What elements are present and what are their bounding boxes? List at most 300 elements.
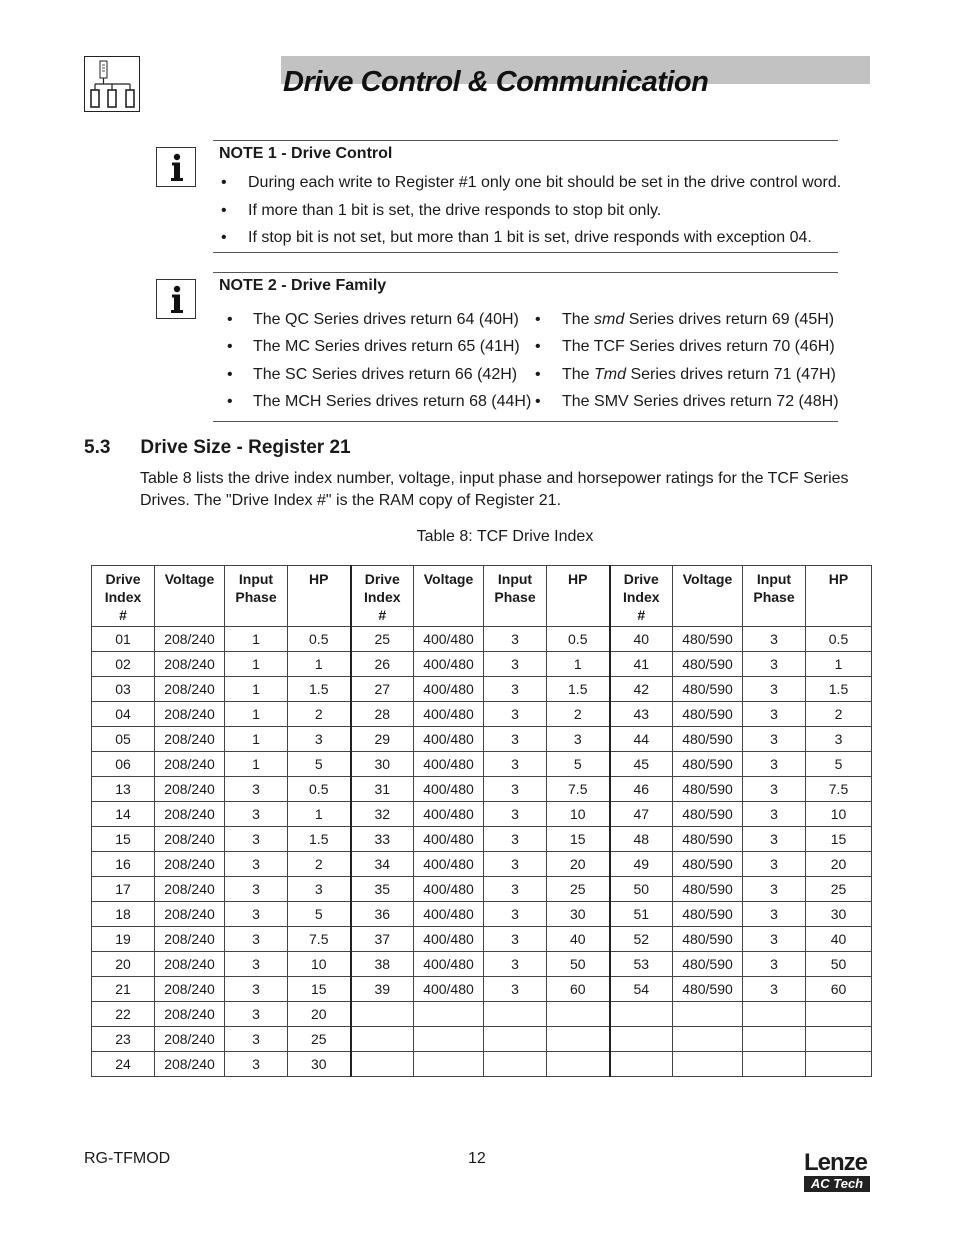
table-cell: 27 [351, 677, 414, 702]
table-cell: 16 [92, 852, 155, 877]
table-cell: 20 [288, 1002, 351, 1027]
footer-doc-id: RG-TFMOD [84, 1150, 171, 1167]
column-header [351, 566, 414, 627]
note2-title: NOTE 2 - Drive Family [219, 277, 387, 294]
table-cell: 36 [351, 902, 414, 927]
table-cell: 5 [547, 752, 610, 777]
table-row [92, 752, 872, 777]
table-cell: 480/590 [673, 652, 743, 677]
table-cell: 39 [351, 977, 414, 1002]
logo-main-text: Lenze [804, 1149, 868, 1176]
table-cell: 15 [92, 827, 155, 852]
section-number: 5.3 [84, 437, 111, 458]
table-cell: 208/240 [155, 677, 225, 702]
table-cell: 400/480 [414, 702, 484, 727]
table-cell: 3 [743, 977, 806, 1002]
table-cell: 29 [351, 727, 414, 752]
table-cell: 3 [484, 852, 547, 877]
table-cell: 44 [610, 727, 673, 752]
column-header-line: Index [622, 589, 660, 605]
table-cell: 20 [92, 952, 155, 977]
table-row [92, 977, 872, 1002]
bullet: • [535, 311, 541, 328]
table-cell: 1.5 [547, 677, 610, 702]
table-cell: 2 [288, 702, 351, 727]
table-cell [351, 1052, 414, 1077]
table-cell: 400/480 [414, 852, 484, 877]
table-cell: 400/480 [414, 652, 484, 677]
table-row [92, 852, 872, 877]
table-cell: 2 [288, 852, 351, 877]
table-cell: 30 [547, 902, 610, 927]
table-cell: 3 [743, 677, 806, 702]
table-cell [414, 1002, 484, 1027]
bullet: • [221, 174, 227, 191]
table-cell: 40 [610, 627, 673, 652]
table-cell: 33 [351, 827, 414, 852]
column-header-line: Phase [235, 589, 277, 605]
table-cell: 3 [225, 877, 288, 902]
table-cell: 45 [610, 752, 673, 777]
table-cell: 3 [484, 702, 547, 727]
table-cell [547, 1052, 610, 1077]
column-header-line: HP [309, 571, 329, 587]
table-cell: 15 [547, 827, 610, 852]
column-header [673, 566, 743, 627]
table-cell: 208/240 [155, 727, 225, 752]
table-cell: 3 [743, 877, 806, 902]
table-cell: 0.5 [288, 777, 351, 802]
table-row [92, 652, 872, 677]
drive-family-item: The Tmd Series drives return 71 (47H) [562, 366, 836, 383]
note1-bottom-rule [213, 252, 838, 253]
table-cell: 10 [806, 802, 872, 827]
table-cell: 3 [225, 827, 288, 852]
table-row [92, 1027, 872, 1052]
table-cell [351, 1002, 414, 1027]
table-cell: 20 [547, 852, 610, 877]
bullet: • [535, 393, 541, 410]
table-cell [743, 1002, 806, 1027]
table-row [92, 927, 872, 952]
drive-family-item: The MC Series drives return 65 (41H) [253, 338, 520, 355]
table-cell: 51 [610, 902, 673, 927]
table-cell: 208/240 [155, 977, 225, 1002]
bullet: • [221, 229, 227, 246]
table-cell: 30 [351, 752, 414, 777]
table-cell: 1 [547, 652, 610, 677]
table-cell: 3 [225, 1002, 288, 1027]
table-cell: 7.5 [806, 777, 872, 802]
table-cell: 1.5 [288, 677, 351, 702]
table-cell: 31 [351, 777, 414, 802]
table-cell: 1 [225, 727, 288, 752]
table-row [92, 877, 872, 902]
section-heading [84, 437, 351, 459]
column-header [484, 566, 547, 627]
table-cell: 06 [92, 752, 155, 777]
table-cell: 3 [743, 827, 806, 852]
table-cell: 3 [288, 877, 351, 902]
table-cell [547, 1002, 610, 1027]
table-cell: 3 [484, 902, 547, 927]
table-cell [806, 1052, 872, 1077]
column-header [155, 566, 225, 627]
table-cell: 32 [351, 802, 414, 827]
table-cell [547, 1027, 610, 1052]
column-header-line: Voltage [682, 571, 733, 587]
page-title: Drive Control & Communication [283, 66, 709, 98]
table-cell [484, 1052, 547, 1077]
table-cell: 14 [92, 802, 155, 827]
table-cell: 3 [743, 727, 806, 752]
table-cell: 3 [806, 727, 872, 752]
table-cell: 400/480 [414, 952, 484, 977]
table-cell: 25 [547, 877, 610, 902]
table-cell: 480/590 [673, 752, 743, 777]
bullet: • [227, 338, 233, 355]
table-cell: 3 [225, 952, 288, 977]
table-cell [673, 1002, 743, 1027]
table-cell: 400/480 [414, 677, 484, 702]
table-cell: 480/590 [673, 927, 743, 952]
table-cell: 3 [225, 977, 288, 1002]
table-cell: 3 [225, 1052, 288, 1077]
table-cell: 60 [547, 977, 610, 1002]
table-cell: 30 [806, 902, 872, 927]
table-cell [743, 1052, 806, 1077]
table-cell: 48 [610, 827, 673, 852]
drive-family-item: The MCH Series drives return 68 (44H) [253, 393, 532, 410]
column-header [288, 566, 351, 627]
table-cell: 1 [225, 677, 288, 702]
column-header-line: HP [828, 571, 849, 587]
column-header-line: Phase [494, 589, 536, 605]
table-cell: 480/590 [673, 727, 743, 752]
table-cell: 3 [484, 677, 547, 702]
table-cell: 480/590 [673, 627, 743, 652]
table-cell: 0.5 [806, 627, 872, 652]
drive-family-item: The SC Series drives return 66 (42H) [253, 366, 518, 383]
table-cell: 22 [92, 1002, 155, 1027]
table-cell: 43 [610, 702, 673, 727]
table-cell: 01 [92, 627, 155, 652]
table-cell: 3 [484, 827, 547, 852]
column-header-line: Drive [364, 571, 400, 587]
drive-family-item: The smd Series drives return 69 (45H) [562, 311, 835, 328]
logo-sub-text: AC Tech [804, 1176, 870, 1192]
table-cell: 3 [547, 727, 610, 752]
table-cell: 480/590 [673, 977, 743, 1002]
table-cell: 3 [484, 727, 547, 752]
table-cell: 49 [610, 852, 673, 877]
table-cell [673, 1027, 743, 1052]
table-cell: 400/480 [414, 802, 484, 827]
table-cell: 60 [806, 977, 872, 1002]
table-cell [610, 1027, 673, 1052]
table-row [92, 677, 872, 702]
column-header-line: # [637, 607, 646, 623]
table-cell: 3 [743, 752, 806, 777]
table-cell [351, 1027, 414, 1052]
table-cell: 3 [484, 652, 547, 677]
table-cell: 208/240 [155, 1052, 225, 1077]
table-cell: 02 [92, 652, 155, 677]
table-cell: 3 [484, 802, 547, 827]
table-cell: 13 [92, 777, 155, 802]
column-header-line: Input [238, 571, 274, 587]
table-cell: 208/240 [155, 902, 225, 927]
table-cell: 208/240 [155, 827, 225, 852]
table-cell: 208/240 [155, 1027, 225, 1052]
column-header [806, 566, 872, 627]
note1-item: If stop bit is not set, but more than 1 bit is set, drive responds with exception 04. [248, 229, 812, 246]
table-cell: 50 [806, 952, 872, 977]
table-cell: 42 [610, 677, 673, 702]
table-cell: 1 [225, 752, 288, 777]
table-cell: 208/240 [155, 952, 225, 977]
table-cell: 05 [92, 727, 155, 752]
table-cell: 208/240 [155, 652, 225, 677]
note1-item: If more than 1 bit is set, the drive responds to stop bit only. [248, 202, 662, 219]
table-cell: 400/480 [414, 752, 484, 777]
column-header [225, 566, 288, 627]
table-cell [610, 1002, 673, 1027]
note1-item: During each write to Register #1 only one bit should be set in the drive control word. [248, 174, 842, 191]
page-number: 12 [468, 1150, 486, 1167]
table-cell: 1.5 [806, 677, 872, 702]
column-header-line: Input [497, 571, 533, 587]
table-cell: 0.5 [288, 627, 351, 652]
table-cell: 208/240 [155, 802, 225, 827]
section-title: Drive Size - Register 21 [140, 437, 351, 458]
table-cell: 3 [743, 802, 806, 827]
table-cell: 21 [92, 977, 155, 1002]
column-header-line: Index [104, 589, 142, 605]
table-cell: 10 [288, 952, 351, 977]
table-cell: 19 [92, 927, 155, 952]
table-cell: 50 [610, 877, 673, 902]
bullet: • [535, 366, 541, 383]
table-cell: 30 [288, 1052, 351, 1077]
table-cell: 480/590 [673, 902, 743, 927]
table-cell: 0.5 [547, 627, 610, 652]
table-cell: 400/480 [414, 927, 484, 952]
table-cell: 400/480 [414, 877, 484, 902]
drive-family-item: The TCF Series drives return 70 (46H) [562, 338, 835, 355]
table-cell: 3 [743, 652, 806, 677]
table-cell: 41 [610, 652, 673, 677]
column-header-line: Voltage [423, 571, 474, 587]
bullet: • [227, 366, 233, 383]
table-cell: 54 [610, 977, 673, 1002]
table-cell: 25 [806, 877, 872, 902]
table-cell: 10 [547, 802, 610, 827]
table-cell: 208/240 [155, 777, 225, 802]
table-cell: 1 [288, 802, 351, 827]
note1-top-rule [213, 140, 838, 141]
table-cell: 400/480 [414, 902, 484, 927]
table-cell: 3 [743, 777, 806, 802]
table-cell: 480/590 [673, 702, 743, 727]
table-cell: 5 [806, 752, 872, 777]
note2-bottom-rule [213, 421, 838, 422]
info-icon [156, 279, 196, 319]
table-cell: 208/240 [155, 752, 225, 777]
table-cell: 3 [225, 1027, 288, 1052]
table-cell: 17 [92, 877, 155, 902]
table-cell: 480/590 [673, 877, 743, 902]
table-cell: 480/590 [673, 827, 743, 852]
table-cell: 5 [288, 752, 351, 777]
table-cell: 7.5 [547, 777, 610, 802]
column-header-line: HP [568, 571, 588, 587]
table-cell: 1 [225, 702, 288, 727]
table-cell: 1 [806, 652, 872, 677]
table-cell: 3 [743, 627, 806, 652]
table-cell: 480/590 [673, 777, 743, 802]
table-cell [610, 1052, 673, 1077]
table-cell: 04 [92, 702, 155, 727]
table-cell: 208/240 [155, 1002, 225, 1027]
table-cell: 1 [225, 627, 288, 652]
table-cell: 480/590 [673, 952, 743, 977]
table-cell: 40 [806, 927, 872, 952]
column-header-line: Voltage [164, 571, 215, 587]
table-cell: 3 [484, 927, 547, 952]
table-cell [743, 1027, 806, 1052]
chapter-network-icon [84, 56, 140, 112]
table-caption: Table 8: TCF Drive Index [416, 528, 594, 545]
table-cell: 3 [484, 627, 547, 652]
table-cell: 18 [92, 902, 155, 927]
column-header-line: Drive [105, 571, 141, 587]
table-cell: 3 [484, 777, 547, 802]
table-cell: 1 [225, 652, 288, 677]
table-cell: 3 [484, 877, 547, 902]
table-cell: 400/480 [414, 727, 484, 752]
table-row [92, 952, 872, 977]
table-cell: 208/240 [155, 702, 225, 727]
column-header-line: Index [363, 589, 401, 605]
table-cell: 3 [743, 927, 806, 952]
bullet: • [221, 202, 227, 219]
drive-family-item: The SMV Series drives return 72 (48H) [562, 393, 839, 410]
table-cell: 480/590 [673, 677, 743, 702]
column-header-line: Drive [623, 571, 659, 587]
table-cell: 46 [610, 777, 673, 802]
column-header-line: Input [756, 571, 792, 587]
table-cell: 20 [806, 852, 872, 877]
table-cell: 400/480 [414, 627, 484, 652]
table-cell: 3 [743, 902, 806, 927]
bullet: • [535, 338, 541, 355]
drive-index-table [91, 565, 872, 1077]
table-cell: 208/240 [155, 627, 225, 652]
table-cell: 3 [225, 777, 288, 802]
table-cell: 26 [351, 652, 414, 677]
column-header [743, 566, 806, 627]
table-cell: 208/240 [155, 852, 225, 877]
table-cell: 23 [92, 1027, 155, 1052]
table-cell: 400/480 [414, 827, 484, 852]
table-cell: 3 [225, 902, 288, 927]
table-cell: 7.5 [288, 927, 351, 952]
table-row [92, 777, 872, 802]
column-header [610, 566, 673, 627]
drive-family-item: The QC Series drives return 64 (40H) [253, 311, 519, 328]
note2-top-rule [213, 272, 838, 273]
table-cell: 47 [610, 802, 673, 827]
bullet: • [227, 393, 233, 410]
table-cell: 52 [610, 927, 673, 952]
table-cell [414, 1052, 484, 1077]
table-cell: 480/590 [673, 852, 743, 877]
table-cell: 28 [351, 702, 414, 727]
table-cell: 208/240 [155, 877, 225, 902]
table-cell [414, 1027, 484, 1052]
table-cell: 3 [225, 852, 288, 877]
table-cell: 24 [92, 1052, 155, 1077]
column-header-line: # [119, 607, 127, 623]
table-cell: 03 [92, 677, 155, 702]
table-row [92, 627, 872, 652]
table-row [92, 827, 872, 852]
table-row [92, 802, 872, 827]
table-cell: 400/480 [414, 777, 484, 802]
table-cell: 37 [351, 927, 414, 952]
table-cell: 5 [288, 902, 351, 927]
table-cell: 35 [351, 877, 414, 902]
section-paragraph: Table 8 lists the drive index number, voltage, input phase and horsepower ratings for the TCF Series Drives. The "Drive Index #" is the RAM copy of Register 21. [140, 470, 849, 509]
table-cell: 3 [743, 952, 806, 977]
table-cell: 480/590 [673, 802, 743, 827]
table-cell: 1 [288, 652, 351, 677]
column-header-line: Phase [753, 589, 795, 605]
table-cell: 25 [351, 627, 414, 652]
note1-title: NOTE 1 - Drive Control [219, 145, 393, 162]
table-cell: 400/480 [414, 977, 484, 1002]
table-cell: 53 [610, 952, 673, 977]
table-cell: 208/240 [155, 927, 225, 952]
table-cell: 3 [743, 702, 806, 727]
table-cell: 15 [806, 827, 872, 852]
table-cell: 40 [547, 927, 610, 952]
column-header [414, 566, 484, 627]
table-cell: 1.5 [288, 827, 351, 852]
table-cell [673, 1052, 743, 1077]
column-header-line: # [378, 607, 387, 623]
table-cell: 50 [547, 952, 610, 977]
table-cell: 2 [547, 702, 610, 727]
table-row [92, 1002, 872, 1027]
table-header-row [92, 566, 872, 627]
table-cell: 38 [351, 952, 414, 977]
table-cell: 3 [225, 927, 288, 952]
table-row [92, 1052, 872, 1077]
table-cell [806, 1027, 872, 1052]
lenze-ac-tech-logo [804, 1150, 870, 1192]
table-row [92, 702, 872, 727]
table-cell: 15 [288, 977, 351, 1002]
table-cell: 2 [806, 702, 872, 727]
table-cell: 25 [288, 1027, 351, 1052]
info-icon [156, 147, 196, 187]
table-cell: 3 [743, 852, 806, 877]
table-row [92, 902, 872, 927]
column-header [92, 566, 155, 627]
table-cell [484, 1002, 547, 1027]
